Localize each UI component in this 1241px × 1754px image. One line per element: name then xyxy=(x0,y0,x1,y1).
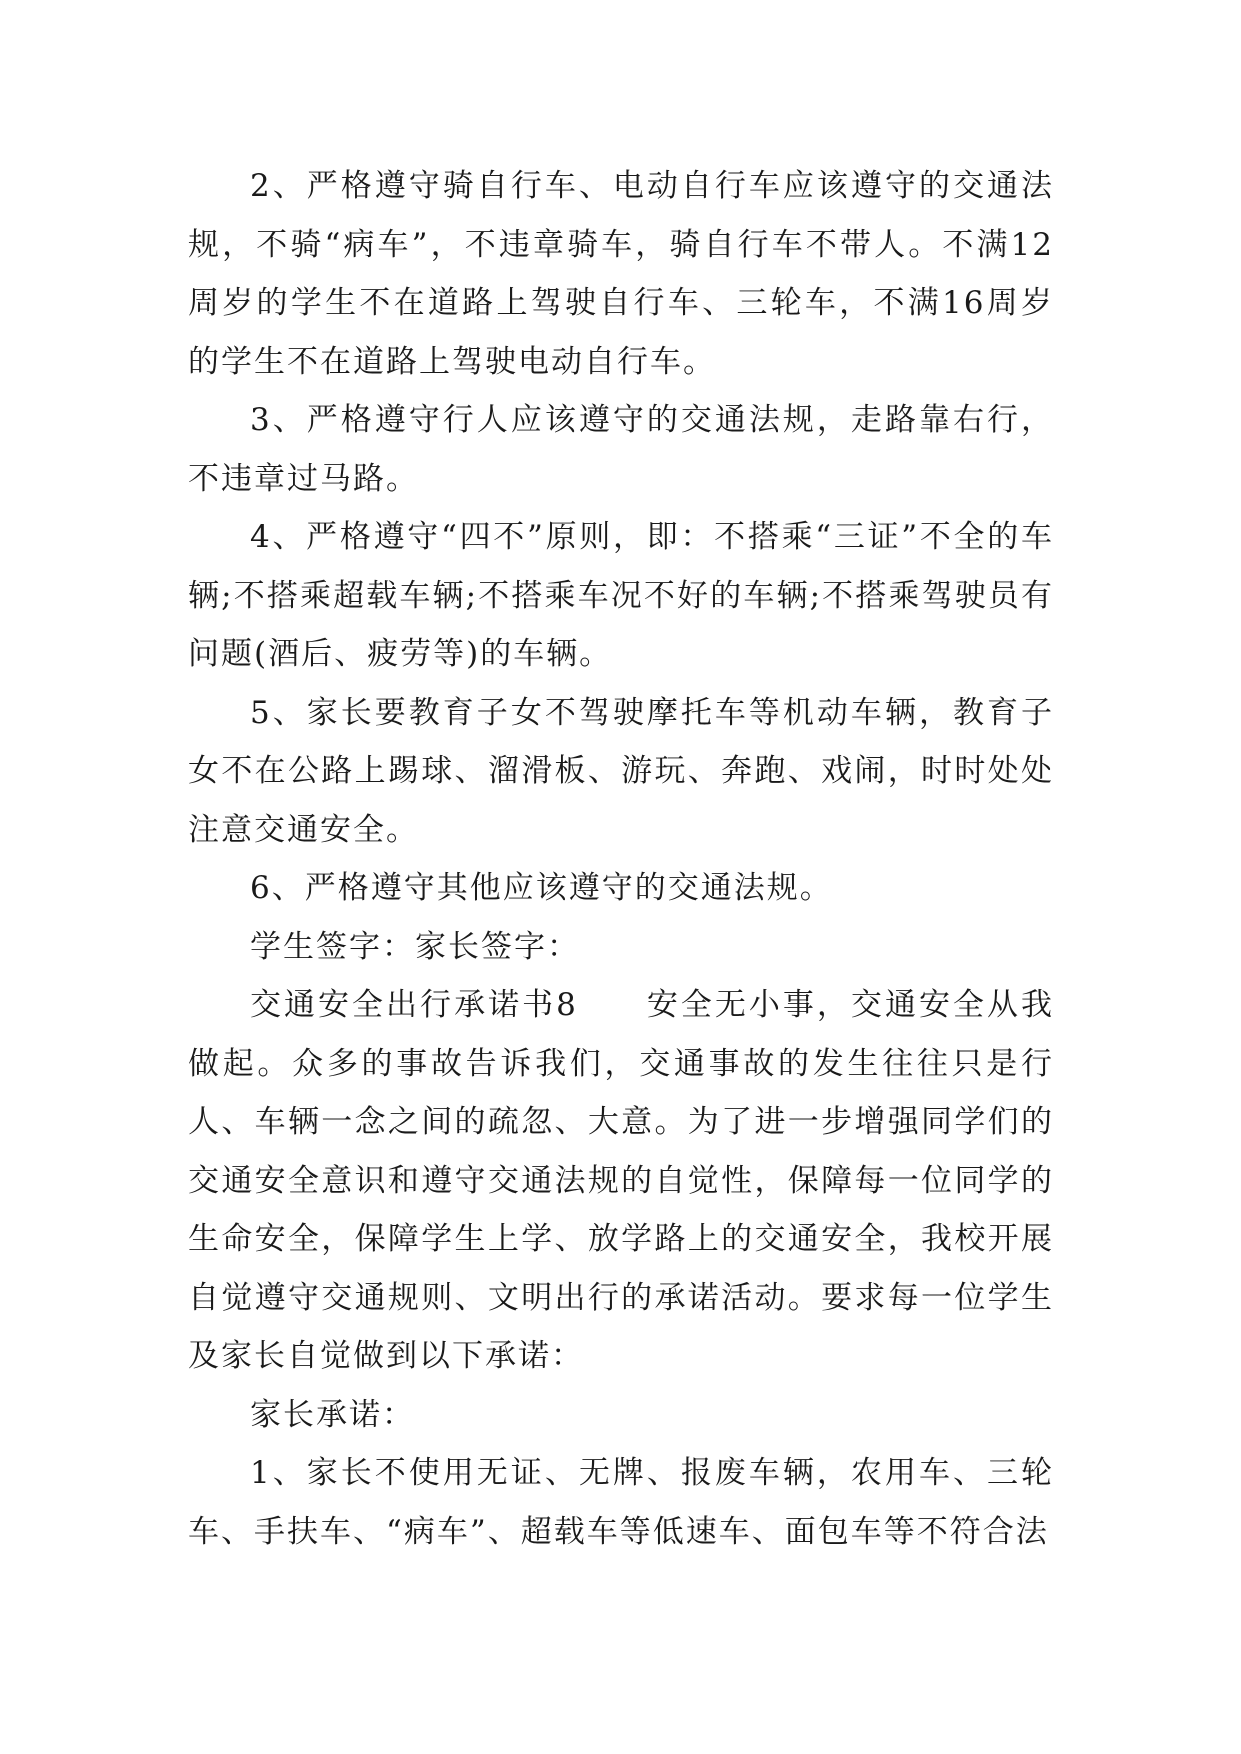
parent-pledge-heading: 家长承诺： xyxy=(250,1396,415,1433)
signature-line: 学生签字：家长签字： xyxy=(250,928,580,965)
paragraph-rule-4: 4、严格遵守“四不”原则，即：不搭乘“三证”不全的车辆;不搭乘超载车辆;不搭乘车况不好的车辆;不搭乘驾驶员有问题(酒后、疲劳等)的车辆。 xyxy=(188,519,1054,672)
paragraph-rule-3: 3、严格遵守行人应该遵守的交通法规，走路靠右行，不违章过马路。 xyxy=(188,402,1054,497)
paragraph-pledge-8-intro: 交通安全出行承诺书8 安全无小事，交通安全从我做起。众多的事故告诉我们，交通事故的发生往往只是行人、车辆一念之间的疏忽、大意。为了进一步增强同学们的交通安全意识和遵守交通法规的自觉性，保障每一位同学的生命安全，保障学生上学、放学路上的交通安全，我校开展自觉遵守交通规则、文明出行的承诺活动。要求每一位学生及家长自觉做到以下承诺： xyxy=(188,987,1054,1374)
paragraph-rule-2: 2、严格遵守骑自行车、电动自行车应该遵守的交通法规，不骑“病车”，不违章骑车，骑自行车不带人。不满12周岁的学生不在道路上驾驶自行车、三轮车，不满16周岁的学生不在道路上驾驶电动自行车。 xyxy=(188,168,1054,380)
paragraph-parent-rule-1: 1、家长不使用无证、无牌、报废车辆，农用车、三轮车、手扶车、“病车”、超载车等低速车、面包车等不符合法 xyxy=(188,1455,1054,1550)
document-body xyxy=(188,157,1054,1561)
paragraph-rule-5: 5、家长要教育子女不驾驶摩托车等机动车辆，教育子女不在公路上踢球、溜滑板、游玩、奔跑、戏闹，时时处处注意交通安全。 xyxy=(188,694,1054,848)
paragraph-rule-6: 6、严格遵守其他应该遵守的交通法规。 xyxy=(250,870,833,906)
